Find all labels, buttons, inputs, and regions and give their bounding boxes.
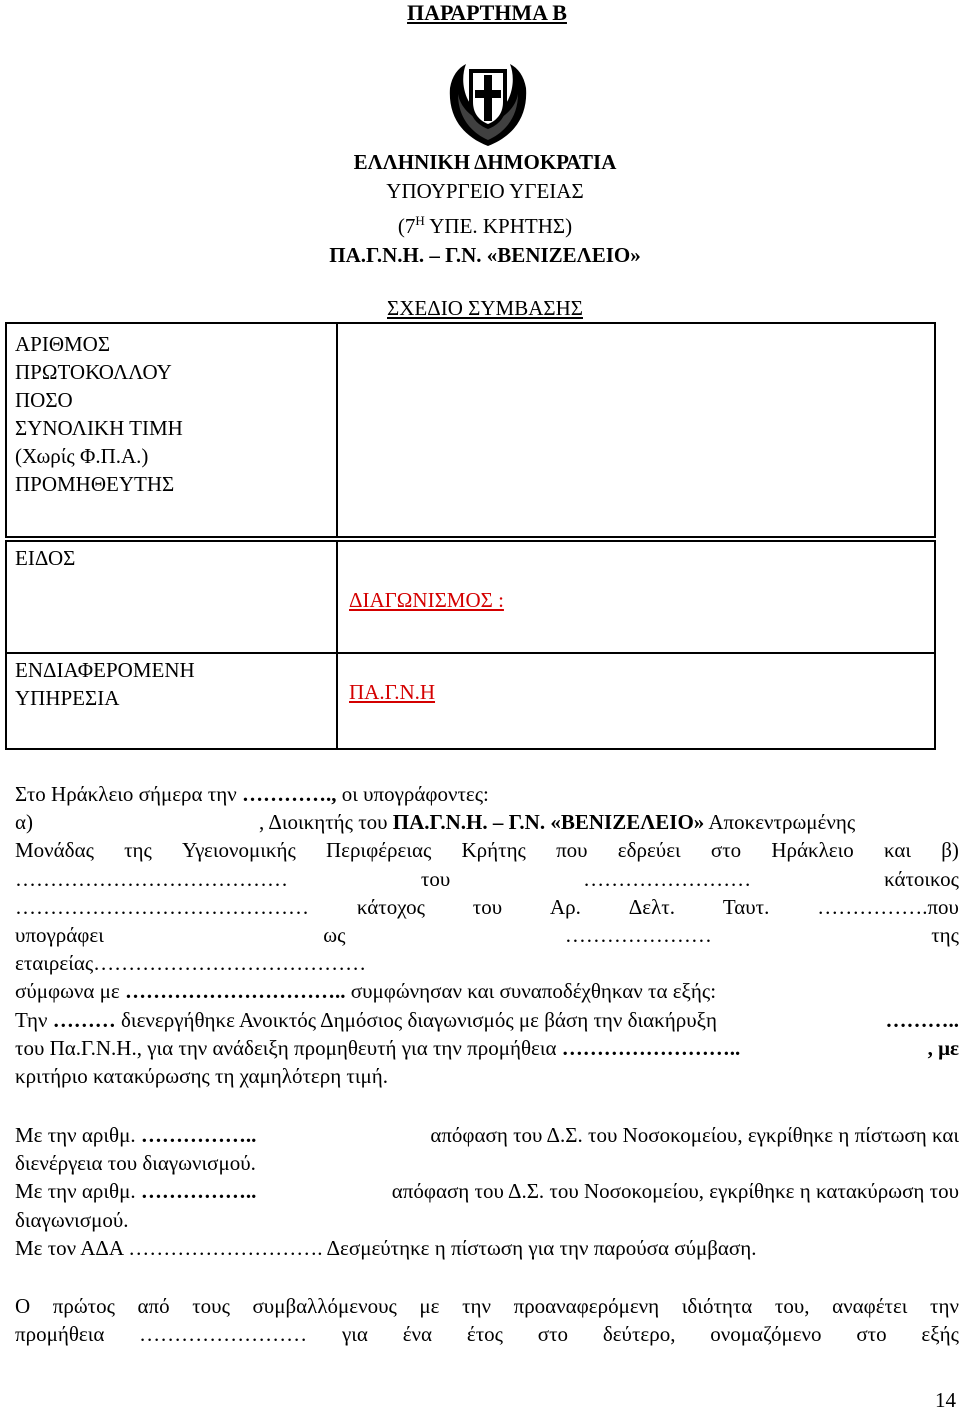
blank-father: …………………… bbox=[583, 866, 752, 891]
appendix-title: ΠΑΡΑΡΤΗΜΑ Β bbox=[407, 0, 567, 25]
body-line-7: εταιρείας………………………………… bbox=[15, 951, 367, 976]
contract-body bbox=[15, 780, 959, 1090]
header-republic: ΕΛΛΗΝΙΚΗ ΔΗΜΟΚΡΑΤΙΑ bbox=[353, 150, 617, 174]
label-service-1: ΕΝΔΙΑΦΕΡΟΜΕΝΗ bbox=[15, 658, 195, 682]
label-supplier: ΠΡΟΜΗΘΕΥΤΗΣ bbox=[15, 472, 175, 496]
body-text: α) bbox=[15, 810, 33, 835]
info-labels bbox=[15, 330, 183, 498]
blank-decision-number: …………….. bbox=[140, 1123, 257, 1147]
label-tender: ΔΙΑΓΩΝΙΣΜΟΣ : bbox=[349, 588, 504, 612]
word: εδρεύει bbox=[617, 838, 681, 863]
word: έτος bbox=[466, 1322, 503, 1347]
word: Ηράκλειο bbox=[771, 838, 854, 863]
blank-declaration: ……….. bbox=[885, 1007, 959, 1032]
word: την bbox=[930, 1294, 959, 1318]
word: Υγειονομικής bbox=[182, 838, 296, 863]
word: κάτοικος bbox=[884, 866, 959, 891]
word: υπογράφει bbox=[15, 923, 104, 948]
word: στο bbox=[537, 1322, 569, 1347]
word: ιδιότητα bbox=[681, 1294, 753, 1318]
body-line-3 bbox=[15, 836, 959, 864]
label-service bbox=[15, 656, 195, 712]
word: της bbox=[931, 923, 959, 948]
contract-decisions bbox=[15, 1121, 959, 1262]
body-line-6 bbox=[15, 921, 959, 949]
word: για bbox=[341, 1322, 368, 1347]
word: ονομαζόμενο bbox=[710, 1322, 822, 1347]
body-line-5 bbox=[15, 893, 959, 921]
body-text: οι υπογράφοντες: bbox=[341, 782, 489, 806]
assignment-line-2 bbox=[15, 1320, 959, 1348]
greek-coat-of-arms-icon bbox=[442, 58, 534, 150]
body-line-1 bbox=[15, 780, 959, 808]
blank-role: ………………… bbox=[564, 923, 712, 948]
contract-info-box bbox=[5, 322, 936, 750]
body-line-8 bbox=[15, 977, 959, 1005]
body-text: σύμφωνα με bbox=[15, 979, 125, 1004]
label-protocol-number-1: ΑΡΙΘΜΟΣ bbox=[15, 332, 111, 356]
body-text: διενεργήθηκε Ανοικτός Δημόσιος διαγωνισμός με βάση την διακήρυξη bbox=[115, 1007, 717, 1032]
word: ως bbox=[323, 923, 346, 948]
word: με bbox=[419, 1294, 440, 1318]
word: αναφέτει bbox=[832, 1294, 908, 1318]
info-right-cell bbox=[336, 322, 936, 538]
word: προαναφερόμενη bbox=[513, 1294, 660, 1318]
blank-ada: ………………………. bbox=[128, 1235, 323, 1260]
decision-award-line-2: διαγωνισμού. bbox=[15, 1207, 129, 1232]
word: Μονάδας bbox=[15, 838, 94, 863]
word: στο bbox=[710, 838, 742, 863]
word: που bbox=[556, 838, 588, 863]
body-text: Με την αριθμ. bbox=[15, 1179, 141, 1204]
hospital-name: ΠΑ.Γ.Ν.Η. – Γ.Ν. «ΒΕΝΙΖΕΛΕΙΟ» bbox=[392, 810, 705, 835]
body-text: , Διοικητής του bbox=[259, 810, 393, 835]
header-hospital: ΠΑ.Γ.Ν.Η. – Γ.Ν. «ΒΕΝΙΖΕΛΕΙΟ» bbox=[329, 243, 641, 267]
body-text: Στο Ηράκλειο σήμερα την bbox=[15, 782, 242, 806]
blank-residence: …………………………………… bbox=[15, 894, 309, 919]
body-text: , με bbox=[927, 1035, 959, 1060]
body-text: συμφώνησαν και συναποδέχθηκαν τα εξής: bbox=[345, 979, 717, 1004]
blank-name: ………………………………… bbox=[15, 866, 288, 891]
word: Ταυτ. bbox=[722, 894, 770, 919]
word: από bbox=[137, 1294, 170, 1318]
label-kind: ΕΙΔΟΣ bbox=[15, 546, 76, 570]
word: στο bbox=[856, 1322, 887, 1347]
service-value: ΠΑ.Γ.Ν.Η bbox=[349, 680, 436, 704]
label-amount-2: ΣΥΝΟΛΙΚΗ ΤΙΜΗ bbox=[15, 416, 183, 440]
blank-date: ……… bbox=[52, 1007, 116, 1032]
word: συμβαλλόμενους bbox=[252, 1294, 397, 1318]
label-amount-1: ΠΟΣΟ bbox=[15, 388, 73, 412]
authority-header bbox=[290, 148, 680, 270]
label-amount-3: (Χωρίς Φ.Π.Α.) bbox=[15, 444, 149, 468]
blank-id: …………….που bbox=[817, 894, 959, 919]
body-text: Αποκεντρωμένης bbox=[704, 810, 856, 835]
body-text: Με την αριθμ. bbox=[15, 1123, 141, 1147]
body-text: Την bbox=[15, 1007, 53, 1032]
word: δεύτερο, bbox=[602, 1322, 676, 1347]
decision-award-line-1 bbox=[15, 1177, 959, 1205]
ada-line bbox=[15, 1234, 959, 1262]
word: Δελτ. bbox=[628, 894, 675, 919]
decision-credit-line-1 bbox=[15, 1121, 959, 1149]
blank-according: ………………………….. bbox=[125, 979, 346, 1004]
word: κάτοχος bbox=[356, 894, 425, 919]
word: Αρ. bbox=[549, 894, 581, 919]
assignment-line-1 bbox=[15, 1292, 959, 1320]
header-region-pre: (7 bbox=[397, 214, 416, 238]
word: προμήθεια bbox=[15, 1322, 105, 1347]
body-text: απόφαση του Δ.Σ. του Νοσοκομείου, εγκρίθηκε η κατακύρωση του bbox=[391, 1179, 959, 1204]
body-line-9 bbox=[15, 1006, 959, 1034]
decision-credit-line-2: διενέργεια του διαγωνισμού. bbox=[15, 1151, 256, 1176]
word: πρώτος bbox=[52, 1294, 115, 1318]
contract-title: ΣΧΕΔΙΟ ΣΥΜΒΑΣΗΣ bbox=[387, 296, 583, 320]
body-line-2 bbox=[15, 808, 959, 836]
body-text: Με τον ΑΔΑ bbox=[15, 1235, 129, 1260]
header-ministry: ΥΠΟΥΡΓΕΙΟ ΥΓΕΙΑΣ bbox=[386, 179, 584, 203]
word: του bbox=[472, 894, 503, 919]
word: και bbox=[883, 838, 911, 863]
word: την bbox=[462, 1294, 491, 1318]
body-text: απόφαση του Δ.Σ. του Νοσοκομείου, εγκρίθηκε η πίστωση και bbox=[430, 1123, 959, 1147]
word: Κρήτης bbox=[461, 838, 526, 863]
info-lower-right bbox=[336, 540, 936, 750]
word: ένα bbox=[402, 1322, 433, 1347]
body-text: του Πα.Γ.Ν.Η., για την ανάδειξη προμηθευτή για την προμήθεια bbox=[15, 1035, 562, 1060]
word: Ο bbox=[15, 1294, 31, 1318]
word: του, bbox=[774, 1294, 810, 1318]
word: Περιφέρειας bbox=[325, 838, 432, 863]
body-line-4 bbox=[15, 865, 959, 893]
label-service-2: ΥΠΗΡΕΣΙΑ bbox=[15, 686, 120, 710]
header-region bbox=[290, 206, 680, 241]
label-protocol-number-2: ΠΡΩΤΟΚΟΛΛΟΥ bbox=[15, 360, 172, 384]
blank-procurement: …………………… bbox=[139, 1322, 308, 1347]
word: εξής bbox=[921, 1322, 959, 1347]
info-lower-divider bbox=[5, 652, 936, 654]
blank-decision-number: …………….. bbox=[140, 1179, 257, 1204]
body-text: Δεσμεύτηκε η πίστωση για την παρούσα σύμβαση. bbox=[322, 1235, 757, 1260]
body-line-10 bbox=[15, 1034, 959, 1062]
header-region-sup: Η bbox=[415, 213, 425, 228]
blank-procurement: …………………….. bbox=[561, 1035, 741, 1060]
contract-assignment bbox=[15, 1292, 959, 1348]
word: του bbox=[420, 866, 451, 891]
word: τους bbox=[192, 1294, 230, 1318]
blank-date: …………., bbox=[241, 782, 342, 806]
body-line-11: κριτήριο κατακύρωσης τη χαμηλότερη τιμή. bbox=[15, 1064, 389, 1089]
word: της bbox=[124, 838, 152, 863]
header-region-post: ΥΠΕ. ΚΡΗΤΗΣ) bbox=[424, 214, 573, 238]
word: β) bbox=[941, 838, 959, 863]
page-number: 14 bbox=[935, 1388, 956, 1412]
